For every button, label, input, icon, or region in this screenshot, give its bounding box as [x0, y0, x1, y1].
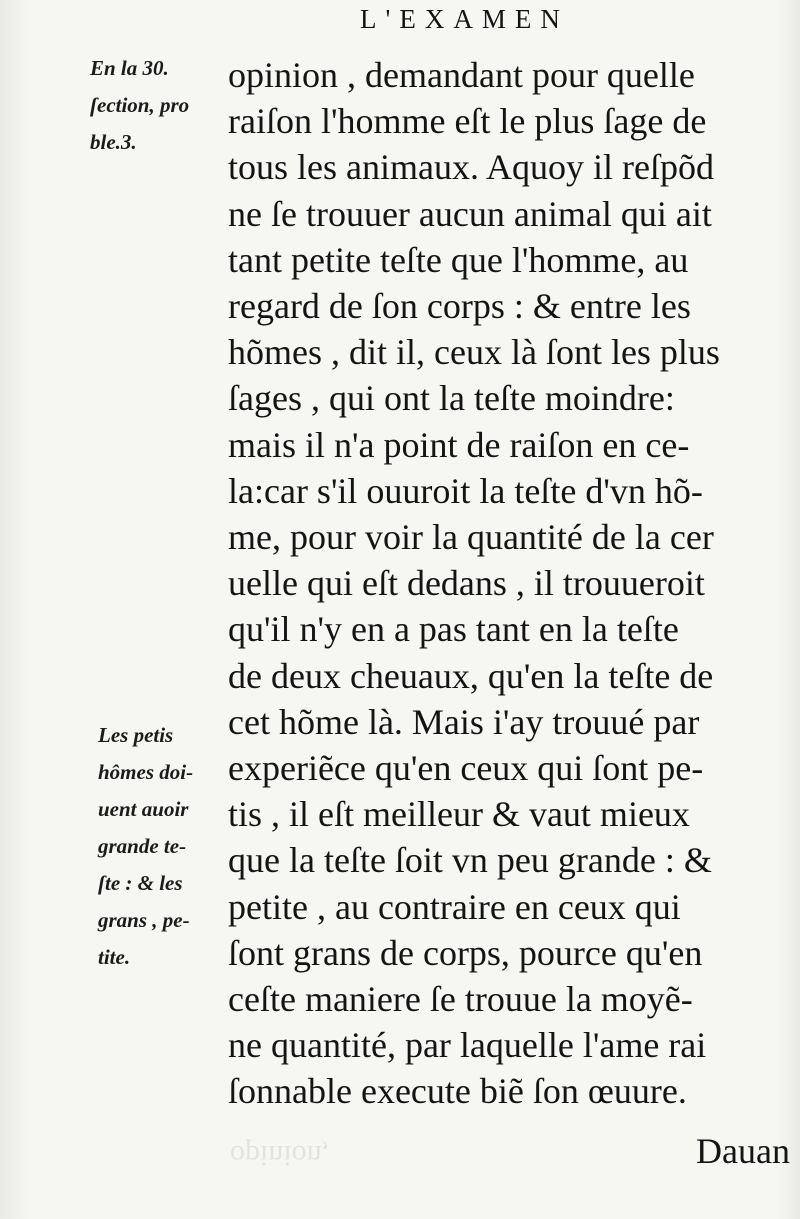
text-line: ſages , qui ont la teſte moindre: [228, 378, 675, 419]
text-line: la:car s'il ouuroit la teſte d'vn hõ- [228, 470, 703, 511]
margin-note-line: hômes doi- [98, 760, 194, 784]
main-text-block [228, 52, 773, 1115]
text-line: ceſte maniere ſe trouue la moyẽ- [228, 979, 693, 1020]
text-line: opinion , demandant pour quelle [228, 55, 695, 95]
text-line: petite , au contraire en ceux qui [228, 886, 681, 927]
text-line: cet hõme là. Mais i'ay trouué par [228, 701, 700, 742]
text-line: ne quantité, par laquelle l'ame rai [228, 1025, 707, 1066]
text-line: de deux cheuaux, qu'en la teſte de [228, 655, 714, 696]
margin-note-line: grans , pe- [98, 908, 190, 932]
margin-note-line: ble.3. [90, 130, 137, 154]
bleed-through-text: opinion, [230, 1139, 330, 1172]
text-line: experiẽce qu'en ceux qui ſont pe- [228, 748, 704, 789]
margin-note-summary [98, 717, 243, 976]
text-line: mais il n'a point de raiſon en ce- [228, 424, 690, 465]
margin-note-line: En la 30. [90, 56, 169, 80]
catchword: Dauan [696, 1131, 790, 1171]
margin-note-line: uent auoir [98, 797, 189, 821]
running-title: L'EXAMEN [360, 4, 569, 34]
margin-note-line: Les petis [98, 723, 174, 747]
text-line: regard de ſon corps : & entre les [228, 286, 691, 327]
text-line: ſonnable execute biẽ ſon œuure. [228, 1071, 687, 1112]
margin-note-line: grande te- [98, 834, 187, 858]
text-line: uelle qui eſt dedans , il trouueroit [228, 563, 705, 604]
text-line: tis , il eſt meilleur & vaut mieux [228, 794, 690, 835]
text-line: me, pour voir la quantité de la cer [228, 517, 714, 558]
margin-note-line: ſte : & les [98, 871, 183, 895]
text-line: ne ſe trouuer aucun animal qui ait [228, 193, 712, 234]
text-line: que la teſte ſoit vn peu grande : & [228, 840, 712, 881]
margin-note-line: tite. [98, 945, 131, 969]
text-line: hõmes , dit il, ceux là ſont les plus [228, 332, 720, 373]
text-line: raiſon l'homme eſt le plus ſage de [228, 101, 707, 142]
text-line: tant petite teſte que l'homme, au [228, 239, 689, 280]
margin-note-reference [90, 50, 240, 161]
text-line: qu'il n'y en a pas tant en la teſte [228, 609, 679, 650]
text-line: ſont grans de corps, pource qu'en [228, 932, 703, 973]
margin-note-line: ſection, pro [90, 93, 190, 117]
text-line: tous les animaux. Aquoy il reſpõd [228, 147, 714, 188]
